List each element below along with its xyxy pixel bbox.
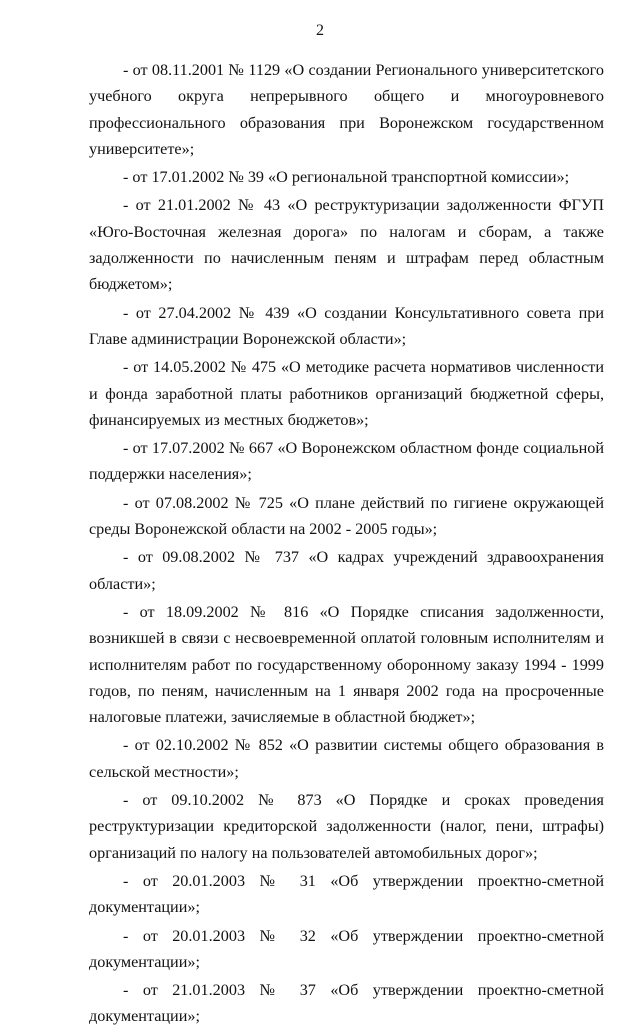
- list-item: - от 08.11.2001 № 1129 «О создании Регионального университетского учебного округа непрерывного общего и многоуровневого профессионального образования при Воронежском государственном университете»;: [89, 61, 604, 158]
- list-item: - от 20.01.2003 № 31 «Об утверждении проектно-сметной документации»;: [89, 871, 604, 917]
- list-item: - от 09.10.2002 № 873 «О Порядке и сроках проведения реструктуризации кредиторской задолженности (налог, пени, штрафы) организаций по налогу на пользователей автомобильных дорог»;: [89, 791, 604, 862]
- list-item: - от 14.05.2002 № 475 «О методике расчета нормативов численности и фонда заработной платы работников организаций бюджетной сферы, финансируемых из местных бюджетов»;: [89, 358, 604, 429]
- list-item: - от 09.08.2002 № 737 «О кадрах учреждений здравоохранения области»;: [89, 548, 604, 593]
- page-number: 2: [316, 22, 324, 39]
- list-item: - от 21.01.2003 № 37 «Об утверждении проектно-сметной документации»;: [89, 981, 604, 1026]
- list-item: - от 02.10.2002 № 852 «О развитии системы общего образования в сельской местности»;: [89, 736, 604, 781]
- list-item: - от 18.09.2002 № 816 «О Порядке списания задолженности, возникшей в связи с несвоевременной оплатой головным исполнителям и исполнителям работ по государственному оборонному заказу 1994 - 1999 годов, по пеням, начисленным на 1 января 2002 года на просроченные налоговые платежи, зачисляемые в областной бюджет»;: [89, 602, 604, 727]
- list-item: - от 17.01.2002 № 39 «О региональной транспортной комиссии»;: [123, 168, 570, 187]
- list-item: - от 20.01.2003 № 32 «Об утверждении проектно-сметной документации»;: [89, 926, 604, 971]
- list-item: - от 17.07.2002 № 667 «О Воронежском областном фонде социальной поддержки населения»;: [89, 439, 604, 484]
- document-body: [89, 57, 604, 1032]
- list-item: - от 21.01.2002 № 43 «О реструктуризации задолженности ФГУП «Юго-Восточная железная дорога» по налогам и сборам, а также задолженности по начисленным пеням и штрафам перед областным бюджетом»;: [89, 196, 604, 294]
- list-item: - от 07.08.2002 № 725 «О плане действий по гигиене окружающей среды Воронежской области на 2002 - 2005 годы»;: [89, 493, 604, 539]
- list-item: - от 27.04.2002 № 439 «О создании Консультативного совета при Главе администрации Воронежской области»;: [89, 303, 604, 348]
